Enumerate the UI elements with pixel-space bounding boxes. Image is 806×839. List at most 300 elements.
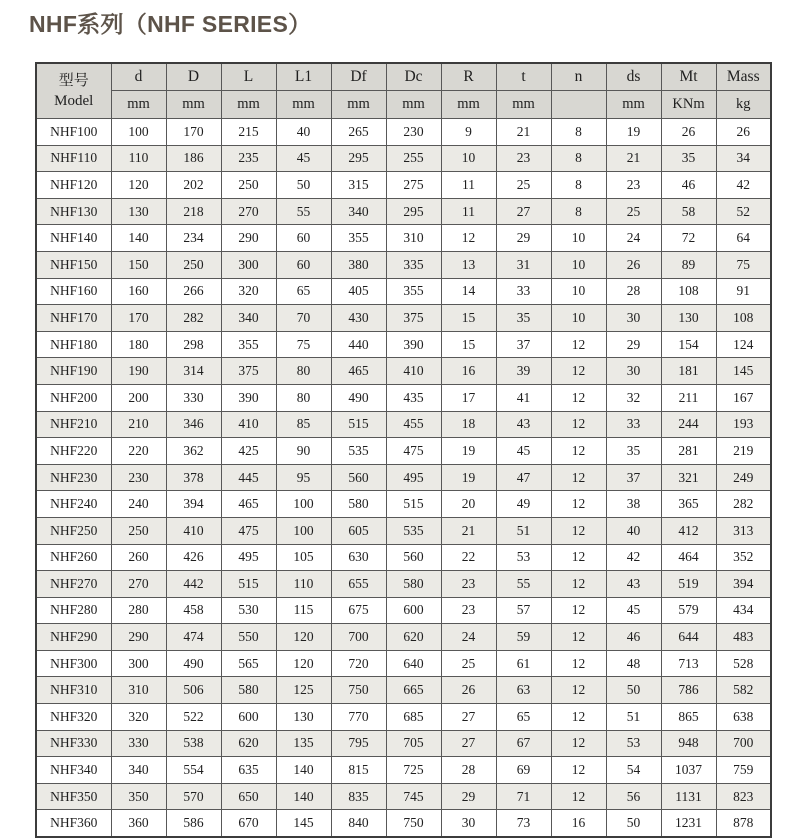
table-row-nhf190 <box>36 358 771 385</box>
cell-mass: 483 <box>716 624 771 651</box>
cell-d: 280 <box>111 597 166 624</box>
cell-d: 298 <box>166 331 221 358</box>
table-row-nhf170 <box>36 305 771 332</box>
cell-dc: 390 <box>386 331 441 358</box>
cell-n: 12 <box>551 491 606 518</box>
cell-d: 538 <box>166 730 221 757</box>
cell-mt: 1231 <box>661 810 716 837</box>
cell-df: 405 <box>331 278 386 305</box>
cell-t: 51 <box>496 517 551 544</box>
cell-t: 59 <box>496 624 551 651</box>
cell-mass: 75 <box>716 251 771 278</box>
cell-d: 586 <box>166 810 221 837</box>
cell-r: 12 <box>441 225 496 252</box>
cell-mt: 865 <box>661 704 716 731</box>
cell-d: 140 <box>111 225 166 252</box>
cell-df: 265 <box>331 119 386 146</box>
cell-n: 8 <box>551 119 606 146</box>
model-cell: NHF290 <box>36 624 111 651</box>
cell-l: 565 <box>221 650 276 677</box>
cell-l: 550 <box>221 624 276 651</box>
model-cell: NHF130 <box>36 198 111 225</box>
cell-mt: 46 <box>661 172 716 199</box>
cell-t: 71 <box>496 783 551 810</box>
cell-t: 25 <box>496 172 551 199</box>
cell-ds: 40 <box>606 517 661 544</box>
table-row-nhf130 <box>36 198 771 225</box>
cell-l: 410 <box>221 411 276 438</box>
nhf-series-spec-table <box>35 62 772 838</box>
cell-mt: 108 <box>661 278 716 305</box>
cell-ds: 48 <box>606 650 661 677</box>
cell-mt: 644 <box>661 624 716 651</box>
cell-d: 346 <box>166 411 221 438</box>
column-header-df: Df <box>331 63 386 91</box>
column-unit-dc: mm <box>386 91 441 119</box>
cell-d: 240 <box>111 491 166 518</box>
cell-l: 445 <box>221 464 276 491</box>
table-row-nhf290 <box>36 624 771 651</box>
model-cell: NHF180 <box>36 331 111 358</box>
table-row-nhf350 <box>36 783 771 810</box>
cell-d: 150 <box>111 251 166 278</box>
table-row-nhf160 <box>36 278 771 305</box>
cell-d: 340 <box>111 757 166 784</box>
model-cell: NHF270 <box>36 571 111 598</box>
cell-l1: 130 <box>276 704 331 731</box>
cell-ds: 50 <box>606 810 661 837</box>
column-header-ds: ds <box>606 63 661 91</box>
cell-t: 41 <box>496 384 551 411</box>
cell-d: 170 <box>166 119 221 146</box>
cell-mt: 281 <box>661 438 716 465</box>
cell-r: 27 <box>441 704 496 731</box>
model-cell: NHF240 <box>36 491 111 518</box>
cell-t: 23 <box>496 145 551 172</box>
cell-df: 430 <box>331 305 386 332</box>
model-cell: NHF330 <box>36 730 111 757</box>
cell-r: 15 <box>441 305 496 332</box>
cell-mass: 638 <box>716 704 771 731</box>
cell-l: 495 <box>221 544 276 571</box>
cell-d: 160 <box>111 278 166 305</box>
table-row-nhf200 <box>36 384 771 411</box>
cell-mt: 948 <box>661 730 716 757</box>
cell-r: 16 <box>441 358 496 385</box>
cell-mt: 713 <box>661 650 716 677</box>
cell-l1: 50 <box>276 172 331 199</box>
cell-d: 202 <box>166 172 221 199</box>
cell-l1: 145 <box>276 810 331 837</box>
cell-ds: 45 <box>606 597 661 624</box>
model-cell: NHF120 <box>36 172 111 199</box>
cell-l1: 65 <box>276 278 331 305</box>
cell-l: 290 <box>221 225 276 252</box>
cell-n: 12 <box>551 464 606 491</box>
cell-d: 170 <box>111 305 166 332</box>
cell-l: 250 <box>221 172 276 199</box>
cell-l1: 95 <box>276 464 331 491</box>
cell-n: 10 <box>551 225 606 252</box>
cell-d: 282 <box>166 305 221 332</box>
column-header-l: L <box>221 63 276 91</box>
cell-df: 630 <box>331 544 386 571</box>
cell-d: 320 <box>111 704 166 731</box>
cell-l: 600 <box>221 704 276 731</box>
cell-dc: 685 <box>386 704 441 731</box>
cell-l1: 105 <box>276 544 331 571</box>
table-body <box>36 119 771 838</box>
cell-l: 215 <box>221 119 276 146</box>
cell-n: 16 <box>551 810 606 837</box>
cell-df: 380 <box>331 251 386 278</box>
cell-n: 12 <box>551 597 606 624</box>
column-unit-ds: mm <box>606 91 661 119</box>
cell-r: 25 <box>441 650 496 677</box>
cell-l: 650 <box>221 783 276 810</box>
cell-mass: 91 <box>716 278 771 305</box>
cell-mt: 130 <box>661 305 716 332</box>
cell-d: 130 <box>111 198 166 225</box>
cell-r: 28 <box>441 757 496 784</box>
cell-l1: 85 <box>276 411 331 438</box>
cell-n: 12 <box>551 783 606 810</box>
cell-d: 230 <box>111 464 166 491</box>
cell-d: 250 <box>166 251 221 278</box>
cell-dc: 725 <box>386 757 441 784</box>
cell-l1: 60 <box>276 225 331 252</box>
cell-r: 22 <box>441 544 496 571</box>
cell-dc: 665 <box>386 677 441 704</box>
cell-d: 314 <box>166 358 221 385</box>
model-label-cn: 型号 <box>58 72 89 89</box>
cell-n: 12 <box>551 384 606 411</box>
table-row-nhf220 <box>36 438 771 465</box>
column-unit-l: mm <box>221 91 276 119</box>
cell-df: 840 <box>331 810 386 837</box>
cell-df: 315 <box>331 172 386 199</box>
cell-d: 474 <box>166 624 221 651</box>
table-row-nhf140 <box>36 225 771 252</box>
cell-l1: 70 <box>276 305 331 332</box>
model-cell: NHF280 <box>36 597 111 624</box>
cell-n: 10 <box>551 305 606 332</box>
cell-d: 330 <box>166 384 221 411</box>
cell-r: 30 <box>441 810 496 837</box>
cell-dc: 310 <box>386 225 441 252</box>
cell-d: 186 <box>166 145 221 172</box>
cell-t: 37 <box>496 331 551 358</box>
cell-df: 465 <box>331 358 386 385</box>
cell-l: 620 <box>221 730 276 757</box>
cell-mass: 219 <box>716 438 771 465</box>
cell-df: 605 <box>331 517 386 544</box>
column-header-model <box>36 63 111 119</box>
cell-dc: 375 <box>386 305 441 332</box>
cell-t: 69 <box>496 757 551 784</box>
cell-mt: 154 <box>661 331 716 358</box>
cell-df: 515 <box>331 411 386 438</box>
column-header-r: R <box>441 63 496 91</box>
cell-df: 340 <box>331 198 386 225</box>
column-unit-r: mm <box>441 91 496 119</box>
cell-mass: 394 <box>716 571 771 598</box>
cell-l: 355 <box>221 331 276 358</box>
cell-l: 320 <box>221 278 276 305</box>
cell-l: 580 <box>221 677 276 704</box>
model-cell: NHF140 <box>36 225 111 252</box>
cell-d: 220 <box>111 438 166 465</box>
cell-df: 795 <box>331 730 386 757</box>
cell-n: 8 <box>551 198 606 225</box>
column-header-d: d <box>111 63 166 91</box>
cell-mass: 582 <box>716 677 771 704</box>
cell-n: 12 <box>551 411 606 438</box>
cell-d: 110 <box>111 145 166 172</box>
cell-n: 12 <box>551 677 606 704</box>
cell-r: 26 <box>441 677 496 704</box>
cell-dc: 255 <box>386 145 441 172</box>
cell-r: 29 <box>441 783 496 810</box>
cell-dc: 495 <box>386 464 441 491</box>
cell-mt: 1131 <box>661 783 716 810</box>
cell-mass: 108 <box>716 305 771 332</box>
cell-df: 655 <box>331 571 386 598</box>
table-row-nhf100 <box>36 119 771 146</box>
cell-t: 33 <box>496 278 551 305</box>
column-header-l1: L1 <box>276 63 331 91</box>
cell-dc: 410 <box>386 358 441 385</box>
cell-n: 10 <box>551 278 606 305</box>
cell-d: 300 <box>111 650 166 677</box>
table-row-nhf340 <box>36 757 771 784</box>
cell-t: 73 <box>496 810 551 837</box>
cell-l: 300 <box>221 251 276 278</box>
column-header-d: D <box>166 63 221 91</box>
cell-dc: 295 <box>386 198 441 225</box>
cell-df: 835 <box>331 783 386 810</box>
model-cell: NHF320 <box>36 704 111 731</box>
cell-ds: 32 <box>606 384 661 411</box>
cell-df: 355 <box>331 225 386 252</box>
cell-l1: 140 <box>276 757 331 784</box>
cell-n: 12 <box>551 571 606 598</box>
cell-t: 43 <box>496 411 551 438</box>
cell-n: 12 <box>551 358 606 385</box>
cell-dc: 515 <box>386 491 441 518</box>
cell-n: 12 <box>551 438 606 465</box>
cell-mt: 181 <box>661 358 716 385</box>
cell-mass: 313 <box>716 517 771 544</box>
cell-d: 218 <box>166 198 221 225</box>
cell-t: 61 <box>496 650 551 677</box>
cell-r: 10 <box>441 145 496 172</box>
cell-l: 515 <box>221 571 276 598</box>
cell-l1: 90 <box>276 438 331 465</box>
cell-l: 465 <box>221 491 276 518</box>
cell-mt: 244 <box>661 411 716 438</box>
cell-mass: 700 <box>716 730 771 757</box>
cell-mt: 579 <box>661 597 716 624</box>
model-cell: NHF210 <box>36 411 111 438</box>
cell-mt: 1037 <box>661 757 716 784</box>
cell-df: 815 <box>331 757 386 784</box>
cell-d: 270 <box>111 571 166 598</box>
cell-n: 12 <box>551 517 606 544</box>
cell-ds: 33 <box>606 411 661 438</box>
cell-d: 570 <box>166 783 221 810</box>
cell-n: 8 <box>551 172 606 199</box>
page-title: NHF系列（NHF SERIES） <box>29 11 312 37</box>
cell-d: 330 <box>111 730 166 757</box>
cell-t: 67 <box>496 730 551 757</box>
cell-d: 200 <box>111 384 166 411</box>
cell-r: 9 <box>441 119 496 146</box>
header-row-labels <box>36 63 771 91</box>
column-unit-n <box>551 91 606 119</box>
cell-d: 426 <box>166 544 221 571</box>
cell-n: 12 <box>551 650 606 677</box>
cell-t: 39 <box>496 358 551 385</box>
cell-l: 475 <box>221 517 276 544</box>
model-cell: NHF260 <box>36 544 111 571</box>
cell-mt: 211 <box>661 384 716 411</box>
cell-l1: 120 <box>276 650 331 677</box>
cell-df: 675 <box>331 597 386 624</box>
cell-mass: 878 <box>716 810 771 837</box>
column-header-mass: Mass <box>716 63 771 91</box>
cell-r: 23 <box>441 571 496 598</box>
cell-mt: 519 <box>661 571 716 598</box>
cell-mass: 64 <box>716 225 771 252</box>
cell-l: 375 <box>221 358 276 385</box>
cell-ds: 38 <box>606 491 661 518</box>
cell-mass: 167 <box>716 384 771 411</box>
model-cell: NHF190 <box>36 358 111 385</box>
cell-t: 53 <box>496 544 551 571</box>
cell-mass: 42 <box>716 172 771 199</box>
cell-mass: 124 <box>716 331 771 358</box>
cell-dc: 600 <box>386 597 441 624</box>
table-row-nhf280 <box>36 597 771 624</box>
column-unit-mass: kg <box>716 91 771 119</box>
table-row-nhf250 <box>36 517 771 544</box>
cell-mass: 528 <box>716 650 771 677</box>
table-row-nhf240 <box>36 491 771 518</box>
cell-mass: 145 <box>716 358 771 385</box>
cell-d: 490 <box>166 650 221 677</box>
cell-mt: 35 <box>661 145 716 172</box>
cell-dc: 455 <box>386 411 441 438</box>
cell-l: 270 <box>221 198 276 225</box>
cell-d: 250 <box>111 517 166 544</box>
cell-mass: 434 <box>716 597 771 624</box>
column-header-n: n <box>551 63 606 91</box>
cell-ds: 46 <box>606 624 661 651</box>
cell-l1: 110 <box>276 571 331 598</box>
cell-n: 12 <box>551 757 606 784</box>
cell-t: 35 <box>496 305 551 332</box>
cell-df: 535 <box>331 438 386 465</box>
cell-d: 350 <box>111 783 166 810</box>
cell-r: 19 <box>441 464 496 491</box>
cell-dc: 435 <box>386 384 441 411</box>
cell-ds: 24 <box>606 225 661 252</box>
column-unit-mt: KNm <box>661 91 716 119</box>
cell-ds: 42 <box>606 544 661 571</box>
cell-ds: 37 <box>606 464 661 491</box>
cell-d: 234 <box>166 225 221 252</box>
cell-d: 458 <box>166 597 221 624</box>
table-row-nhf150 <box>36 251 771 278</box>
cell-n: 10 <box>551 251 606 278</box>
cell-r: 23 <box>441 597 496 624</box>
model-cell: NHF340 <box>36 757 111 784</box>
table-row-nhf310 <box>36 677 771 704</box>
cell-d: 120 <box>111 172 166 199</box>
cell-ds: 21 <box>606 145 661 172</box>
model-cell: NHF350 <box>36 783 111 810</box>
model-cell: NHF310 <box>36 677 111 704</box>
cell-n: 12 <box>551 730 606 757</box>
cell-dc: 640 <box>386 650 441 677</box>
cell-l1: 100 <box>276 517 331 544</box>
cell-dc: 475 <box>386 438 441 465</box>
cell-n: 8 <box>551 145 606 172</box>
cell-l1: 115 <box>276 597 331 624</box>
cell-t: 21 <box>496 119 551 146</box>
cell-r: 11 <box>441 198 496 225</box>
model-cell: NHF200 <box>36 384 111 411</box>
column-unit-d: mm <box>166 91 221 119</box>
cell-df: 490 <box>331 384 386 411</box>
cell-d: 310 <box>111 677 166 704</box>
cell-mass: 26 <box>716 119 771 146</box>
cell-r: 20 <box>441 491 496 518</box>
cell-dc: 535 <box>386 517 441 544</box>
cell-df: 700 <box>331 624 386 651</box>
cell-l1: 140 <box>276 783 331 810</box>
cell-ds: 29 <box>606 331 661 358</box>
cell-ds: 53 <box>606 730 661 757</box>
cell-ds: 19 <box>606 119 661 146</box>
table-row-nhf270 <box>36 571 771 598</box>
table-row-nhf180 <box>36 331 771 358</box>
column-unit-df: mm <box>331 91 386 119</box>
cell-d: 378 <box>166 464 221 491</box>
cell-dc: 705 <box>386 730 441 757</box>
cell-df: 295 <box>331 145 386 172</box>
cell-ds: 56 <box>606 783 661 810</box>
cell-mass: 282 <box>716 491 771 518</box>
cell-n: 12 <box>551 704 606 731</box>
column-unit-t: mm <box>496 91 551 119</box>
cell-mt: 412 <box>661 517 716 544</box>
model-cell: NHF100 <box>36 119 111 146</box>
cell-l1: 125 <box>276 677 331 704</box>
cell-d: 266 <box>166 278 221 305</box>
cell-dc: 580 <box>386 571 441 598</box>
table-row-nhf110 <box>36 145 771 172</box>
model-cell: NHF220 <box>36 438 111 465</box>
cell-l1: 120 <box>276 624 331 651</box>
cell-df: 720 <box>331 650 386 677</box>
cell-mass: 823 <box>716 783 771 810</box>
cell-dc: 560 <box>386 544 441 571</box>
cell-d: 360 <box>111 810 166 837</box>
cell-mt: 26 <box>661 119 716 146</box>
table-row-nhf120 <box>36 172 771 199</box>
